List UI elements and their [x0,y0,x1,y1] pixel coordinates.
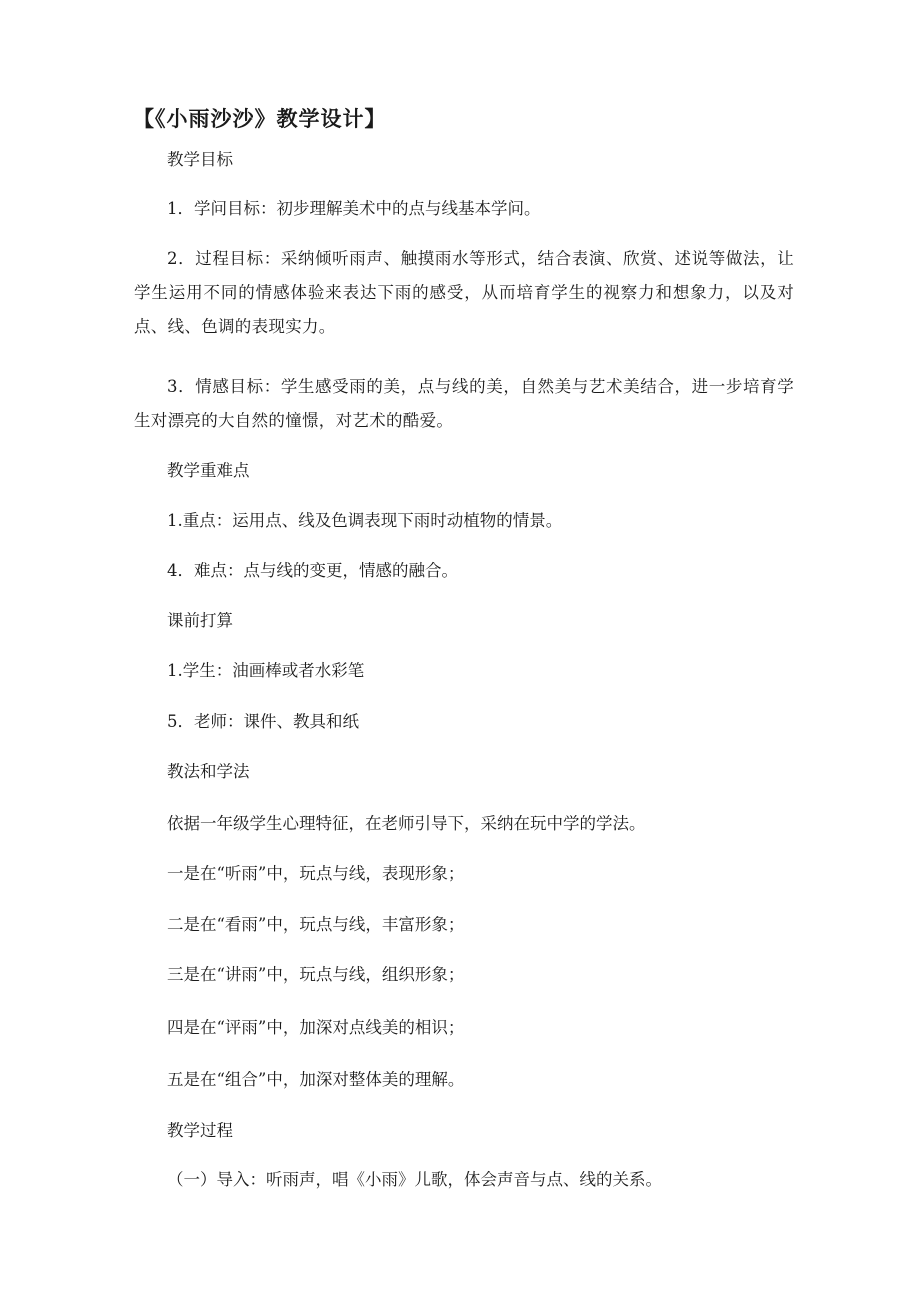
key-point-2: 4．难点：点与线的变更，情感的融合。 [167,561,458,580]
key-point-1: 1.重点：运用点、线及色调表现下雨时动植物的情景。 [167,511,563,530]
process-heading: 教学过程 [167,1121,233,1140]
preparation-1: 1.学生：油画棒或者水彩笔 [167,661,365,680]
methods-heading: 教法和学法 [167,762,250,781]
method-5: 五是在“组合”中，加深对整体美的理解。 [167,1070,465,1089]
method-1: 一是在“听雨”中，玩点与线，表现形象； [167,864,465,883]
key-points-heading: 教学重难点 [167,461,250,480]
objectives-heading: 教学目标 [167,150,233,169]
preparation-2: 5．老师：课件、教具和纸 [167,712,359,731]
preparation-heading: 课前打算 [167,611,233,630]
method-3: 三是在“讲雨”中，玩点与线，组织形象； [167,965,465,984]
objective-2: 2．过程目标：采纳倾听雨声、触摸雨水等形式，结合表演、欣赏、述说等做法，让学生运用不同的情感体验来表达下雨的感受，从而培育学生的视察力和想象力，以及对点、线、色调的表现实力。 [134,249,794,336]
methods-intro: 依据一年级学生心理特征，在老师引导下，采纳在玩中学的学法。 [167,814,646,833]
document-title: 【《小雨沙沙》教学设计】 [133,106,387,131]
objective-3: 3．情感目标：学生感受雨的美，点与线的美，自然美与艺术美结合，进一步培育学生对漂亮的大自然的憧憬，对艺术的酷爱。 [134,377,794,430]
process-1: （一）导入：听雨声，唱《小雨》儿歌，体会声音与点、线的关系。 [167,1170,662,1189]
objective-1: 1．学问目标：初步理解美术中的点与线基本学问。 [167,199,541,218]
method-2: 二是在“看雨”中，玩点与线，丰富形象； [167,915,465,934]
method-4: 四是在“评雨”中，加深对点线美的相识； [167,1018,465,1037]
